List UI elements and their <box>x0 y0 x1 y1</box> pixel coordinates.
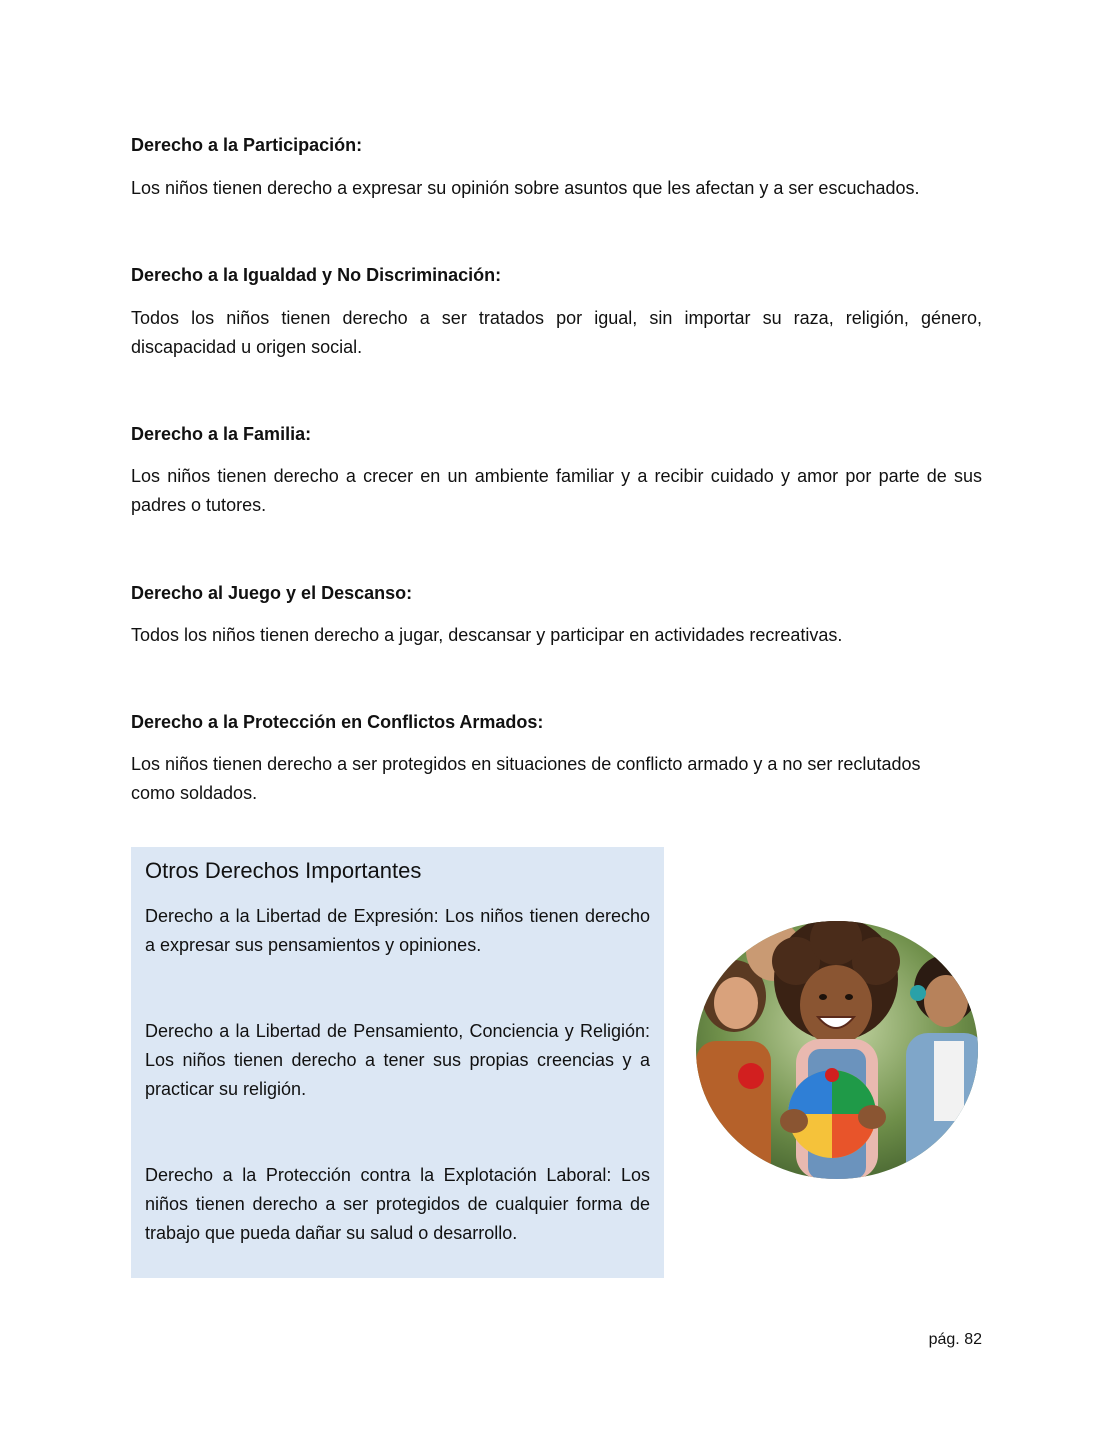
section-text-juego: Todos los niños tienen derecho a jugar, descansar y participar en actividades recreativas. <box>131 625 843 645</box>
section-text-familia: Los niños tienen derecho a crecer en un ambiente familiar y a recibir cuidado y amor por parte de sus padres o tutores. <box>131 466 982 515</box>
section-heading-familia: Derecho a la Familia: <box>131 424 312 444</box>
section-heading-participacion: Derecho a la Participación: <box>131 135 363 155</box>
section-text-igualdad: Todos los niños tienen derecho a ser tratados por igual, sin importar su raza, religión, género, discapacidad u origen social. <box>131 308 982 357</box>
children-playing-photo <box>696 921 978 1179</box>
section-text-participacion: Los niños tienen derecho a expresar su opinión sobre asuntos que les afectan y a ser escuchados. <box>131 178 920 198</box>
section-heading-conflictos: Derecho a la Protección en Conflictos Armados: <box>131 712 544 732</box>
section-heading-igualdad: Derecho a la Igualdad y No Discriminación: <box>131 265 502 285</box>
other-rights-title: Otros Derechos Importantes <box>145 858 422 883</box>
other-right-item: Derecho a la Protección contra la Explotación Laboral: Los niños tienen derecho a ser protegidos de cualquier forma de trabajo que pueda dañar su salud o desarrollo. <box>145 1165 650 1243</box>
other-right-item: Derecho a la Libertad de Pensamiento, Conciencia y Religión: Los niños tienen derecho a tener sus propias creencias y a practicar su religión. <box>145 1021 650 1099</box>
other-rights-box <box>131 847 664 1278</box>
section-heading-juego: Derecho al Juego y el Descanso: <box>131 583 413 603</box>
section-text-conflictos: Los niños tienen derecho a ser protegidos en situaciones de conflicto armado y a no ser reclutados como soldados. <box>131 754 921 803</box>
page-number: pág. 82 <box>928 1331 982 1348</box>
other-right-item: Derecho a la Libertad de Expresión: Los niños tienen derecho a expresar sus pensamientos y opiniones. <box>145 906 650 955</box>
